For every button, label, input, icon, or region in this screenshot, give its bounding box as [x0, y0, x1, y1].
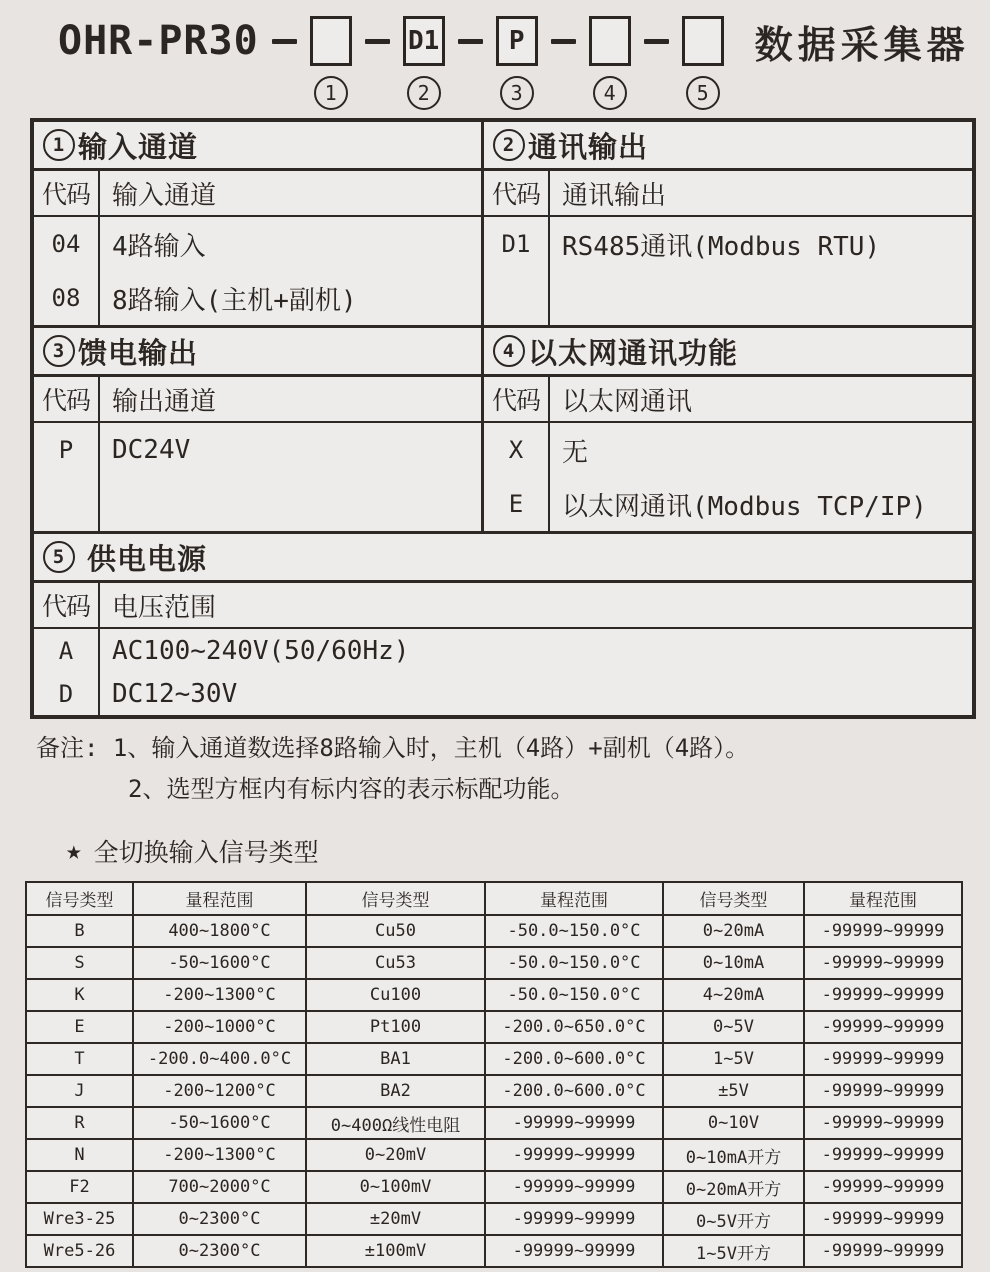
signal-cell-10-2: ±100mV	[306, 1235, 485, 1267]
desc-column-header: 通讯输出	[562, 180, 667, 211]
desc-column-header: 输入通道	[112, 180, 217, 211]
section-3-code-value-0: P	[58, 436, 74, 464]
signal-cell-8-1: 700~2000°C	[133, 1171, 306, 1203]
signal-cell-3-1: -200~1000°C	[133, 1011, 306, 1043]
signal-cell-9-1: 0~2300°C	[133, 1203, 306, 1235]
section-power-supply	[34, 534, 972, 715]
circled-number-1: 1	[43, 129, 75, 161]
section-5-desc-value-1: DC12~30V	[112, 678, 238, 709]
signal-cell-4-2: BA1	[306, 1043, 485, 1075]
signal-cell-0-3: -50.0~150.0°C	[485, 915, 663, 947]
product-name: 数据采集器	[754, 22, 970, 67]
signal-cell-4-5: -99999~99999	[804, 1043, 962, 1075]
signal-cell-4-1: -200.0~400.0°C	[133, 1043, 306, 1075]
circled-number-4: 4	[493, 335, 525, 367]
signal-cell-8-2: 0~100mV	[306, 1171, 485, 1203]
note-item-1: 1、输入通道数选择8路输入时，主机（4路）+副机（4路）。	[112, 734, 750, 762]
signal-cell-5-5: -99999~99999	[804, 1075, 962, 1107]
section-1-desc-value-0: 4路输入	[112, 231, 206, 262]
circled-number-5: 5	[43, 541, 75, 573]
signal-cell-1-4: 0~10mA	[663, 947, 804, 979]
signal-cell-8-4: 0~20mA开方	[663, 1171, 804, 1203]
signal-cell-3-2: Pt100	[306, 1011, 485, 1043]
section-1-code-value-1: 08	[51, 284, 81, 312]
signal-cell-1-5: -99999~99999	[804, 947, 962, 979]
model-slot-3	[496, 16, 538, 110]
signal-cell-0-2: Cu50	[306, 915, 485, 947]
section-2-codes	[484, 217, 550, 325]
signal-row-5	[26, 1075, 962, 1107]
signal-cell-2-1: -200~1300°C	[133, 979, 306, 1011]
signal-cell-9-0: Wre3-25	[26, 1203, 133, 1235]
notes	[36, 731, 990, 807]
signal-cell-5-0: J	[26, 1075, 133, 1107]
dash-separator	[365, 39, 390, 44]
circled-number-4: 4	[593, 76, 627, 110]
section-1-codes	[34, 217, 100, 325]
section-3-descs	[100, 423, 481, 531]
circled-number-3: 3	[43, 335, 75, 367]
signal-cell-3-3: -200.0~650.0°C	[485, 1011, 663, 1043]
model-box-4	[589, 16, 631, 66]
signal-cell-7-2: 0~20mV	[306, 1139, 485, 1171]
section-1-header-row	[34, 171, 481, 217]
model-slot-5	[682, 16, 724, 110]
model-slot-2	[403, 16, 445, 110]
signal-cell-10-5: -99999~99999	[804, 1235, 962, 1267]
section-3-header-row	[34, 377, 481, 423]
selection-row-3	[34, 534, 972, 715]
section-5-code-value-1: D	[58, 679, 74, 708]
section-2-code-value-0: D1	[501, 230, 531, 258]
model-box-1	[310, 16, 352, 66]
signal-header-3: 量程范围	[485, 882, 663, 915]
selection-row-2	[34, 328, 972, 534]
section-5-header-row	[34, 583, 972, 629]
signal-cell-0-4: 0~20mA	[663, 915, 804, 947]
signal-cell-5-2: BA2	[306, 1075, 485, 1107]
model-box-2: D1	[403, 16, 445, 66]
model-box-3: P	[496, 16, 538, 66]
circled-number-2: 2	[407, 76, 441, 110]
signal-header-4: 信号类型	[663, 882, 804, 915]
signal-cell-1-1: -50~1600°C	[133, 947, 306, 979]
section-2-header-row	[484, 171, 972, 217]
signal-row-8	[26, 1171, 962, 1203]
signal-cell-9-5: -99999~99999	[804, 1203, 962, 1235]
signal-header-1: 量程范围	[133, 882, 306, 915]
model-box-5	[682, 16, 724, 66]
section-2-title-band	[484, 122, 972, 171]
notes-label: 备注:	[36, 734, 99, 762]
section-4-desc-value-1: 以太网通讯(Modbus TCP/IP)	[562, 491, 927, 522]
signal-cell-2-3: -50.0~150.0°C	[485, 979, 663, 1011]
section-4-code-value-0: X	[508, 436, 524, 464]
signal-row-9	[26, 1203, 962, 1235]
selection-code-block	[30, 118, 976, 719]
code-column-header: 代码	[34, 377, 100, 421]
dash-separator	[458, 39, 483, 44]
code-column-header: 代码	[484, 171, 550, 215]
signal-section-heading	[66, 833, 990, 869]
section-5-descs	[100, 629, 972, 715]
signal-cell-6-0: R	[26, 1107, 133, 1139]
signal-cell-10-1: 0~2300°C	[133, 1235, 306, 1267]
signal-cell-8-5: -99999~99999	[804, 1171, 962, 1203]
section-4-desc-value-0: 无	[562, 437, 589, 468]
signal-row-4	[26, 1043, 962, 1075]
section-5-code-value-0: A	[58, 636, 74, 665]
code-column-header: 代码	[484, 377, 550, 421]
section-3-title: 馈电输出	[78, 335, 199, 370]
circled-number-2: 2	[493, 129, 525, 161]
signal-cell-2-5: -99999~99999	[804, 979, 962, 1011]
section-3-data	[34, 423, 481, 531]
signal-cell-2-4: 4~20mA	[663, 979, 804, 1011]
section-1-descs	[100, 217, 481, 325]
signal-cell-3-4: 0~5V	[663, 1011, 804, 1043]
circled-number-5: 5	[686, 76, 720, 110]
section-power-feed-output	[34, 328, 484, 531]
signal-cell-6-4: 0~10V	[663, 1107, 804, 1139]
section-4-codes	[484, 423, 550, 531]
signal-cell-4-0: T	[26, 1043, 133, 1075]
section-5-data	[34, 629, 972, 715]
section-4-descs	[550, 423, 972, 531]
section-4-code-value-1: E	[508, 490, 524, 518]
signal-row-7	[26, 1139, 962, 1171]
signal-cell-1-0: S	[26, 947, 133, 979]
section-5-title: 供电电源	[87, 541, 208, 576]
signal-cell-5-4: ±5V	[663, 1075, 804, 1107]
circled-number-1: 1	[314, 76, 348, 110]
section-3-codes	[34, 423, 100, 531]
selection-row-1	[34, 122, 972, 328]
model-prefix: OHR-PR30	[58, 18, 259, 64]
signal-cell-10-3: -99999~99999	[485, 1235, 663, 1267]
signal-table-header-row	[26, 882, 962, 915]
section-3-desc-value-0: DC24V	[112, 435, 191, 465]
section-4-title: 以太网通讯功能	[528, 335, 739, 370]
section-1-title-band	[34, 122, 481, 171]
desc-column-header: 以太网通讯	[562, 386, 693, 417]
signal-cell-3-5: -99999~99999	[804, 1011, 962, 1043]
signal-cell-1-2: Cu53	[306, 947, 485, 979]
signal-cell-4-4: 1~5V	[663, 1043, 804, 1075]
signal-row-3	[26, 1011, 962, 1043]
signal-header-2: 信号类型	[306, 882, 485, 915]
code-column-header: 代码	[34, 583, 100, 627]
section-1-title: 输入通道	[78, 129, 199, 164]
section-comm-output	[484, 122, 972, 325]
signal-cell-6-2: 0~400Ω线性电阻	[306, 1107, 485, 1139]
signal-cell-10-4: 1~5V开方	[663, 1235, 804, 1267]
signal-row-10	[26, 1235, 962, 1267]
desc-column-header: 电压范围	[112, 592, 217, 623]
note-item-2: 2、选型方框内有标内容的表示标配功能。	[128, 775, 575, 803]
signal-cell-6-5: -99999~99999	[804, 1107, 962, 1139]
desc-column-header: 输出通道	[112, 386, 217, 417]
section-5-title-band	[34, 534, 972, 583]
section-2-data	[484, 217, 972, 325]
signal-type-table	[25, 881, 963, 1268]
signal-row-1	[26, 947, 962, 979]
code-column-header: 代码	[34, 171, 100, 215]
section-3-title-band	[34, 328, 481, 377]
section-2-descs	[550, 217, 972, 325]
section-4-data	[484, 423, 972, 531]
dash-separator	[644, 39, 669, 44]
model-ordering-line	[0, 0, 990, 110]
signal-cell-10-0: Wre5-26	[26, 1235, 133, 1267]
section-input-channels	[34, 122, 484, 325]
signal-cell-0-1: 400~1800°C	[133, 915, 306, 947]
model-slot-4	[589, 16, 631, 110]
signal-cell-7-5: -99999~99999	[804, 1139, 962, 1171]
signal-row-6	[26, 1107, 962, 1139]
signal-cell-6-3: -99999~99999	[485, 1107, 663, 1139]
signal-cell-2-2: Cu100	[306, 979, 485, 1011]
section-4-header-row	[484, 377, 972, 423]
signal-cell-9-4: 0~5V开方	[663, 1203, 804, 1235]
signal-row-2	[26, 979, 962, 1011]
section-ethernet-comm	[484, 328, 972, 531]
model-slot-1	[310, 16, 352, 110]
signal-header-5: 量程范围	[804, 882, 962, 915]
signal-cell-2-0: K	[26, 979, 133, 1011]
signal-cell-8-3: -99999~99999	[485, 1171, 663, 1203]
star-icon: ★	[66, 836, 82, 866]
signal-row-0	[26, 915, 962, 947]
section-1-desc-value-1: 8路输入(主机+副机)	[112, 285, 357, 316]
signal-section-title: 全切换输入信号类型	[93, 838, 319, 867]
dash-separator	[272, 39, 297, 44]
section-1-code-value-0: 04	[51, 230, 81, 258]
section-5-desc-value-0: AC100~240V(50/60Hz)	[112, 635, 410, 666]
signal-cell-9-3: -99999~99999	[485, 1203, 663, 1235]
signal-cell-5-3: -200.0~600.0°C	[485, 1075, 663, 1107]
signal-cell-7-0: N	[26, 1139, 133, 1171]
signal-cell-8-0: F2	[26, 1171, 133, 1203]
section-5-codes	[34, 629, 100, 715]
signal-cell-5-1: -200~1200°C	[133, 1075, 306, 1107]
signal-cell-0-5: -99999~99999	[804, 915, 962, 947]
section-2-title: 通讯输出	[528, 129, 649, 164]
section-1-data	[34, 217, 481, 325]
signal-cell-9-2: ±20mV	[306, 1203, 485, 1235]
signal-cell-4-3: -200.0~600.0°C	[485, 1043, 663, 1075]
signal-cell-3-0: E	[26, 1011, 133, 1043]
dash-separator	[551, 39, 576, 44]
section-2-desc-value-0: RS485通讯(Modbus RTU)	[562, 231, 881, 262]
signal-cell-7-4: 0~10mA开方	[663, 1139, 804, 1171]
section-4-title-band	[484, 328, 972, 377]
signal-cell-0-0: B	[26, 915, 133, 947]
signal-cell-6-1: -50~1600°C	[133, 1107, 306, 1139]
circled-number-3: 3	[500, 76, 534, 110]
signal-header-0: 信号类型	[26, 882, 133, 915]
signal-cell-7-1: -200~1300°C	[133, 1139, 306, 1171]
signal-cell-1-3: -50.0~150.0°C	[485, 947, 663, 979]
signal-cell-7-3: -99999~99999	[485, 1139, 663, 1171]
